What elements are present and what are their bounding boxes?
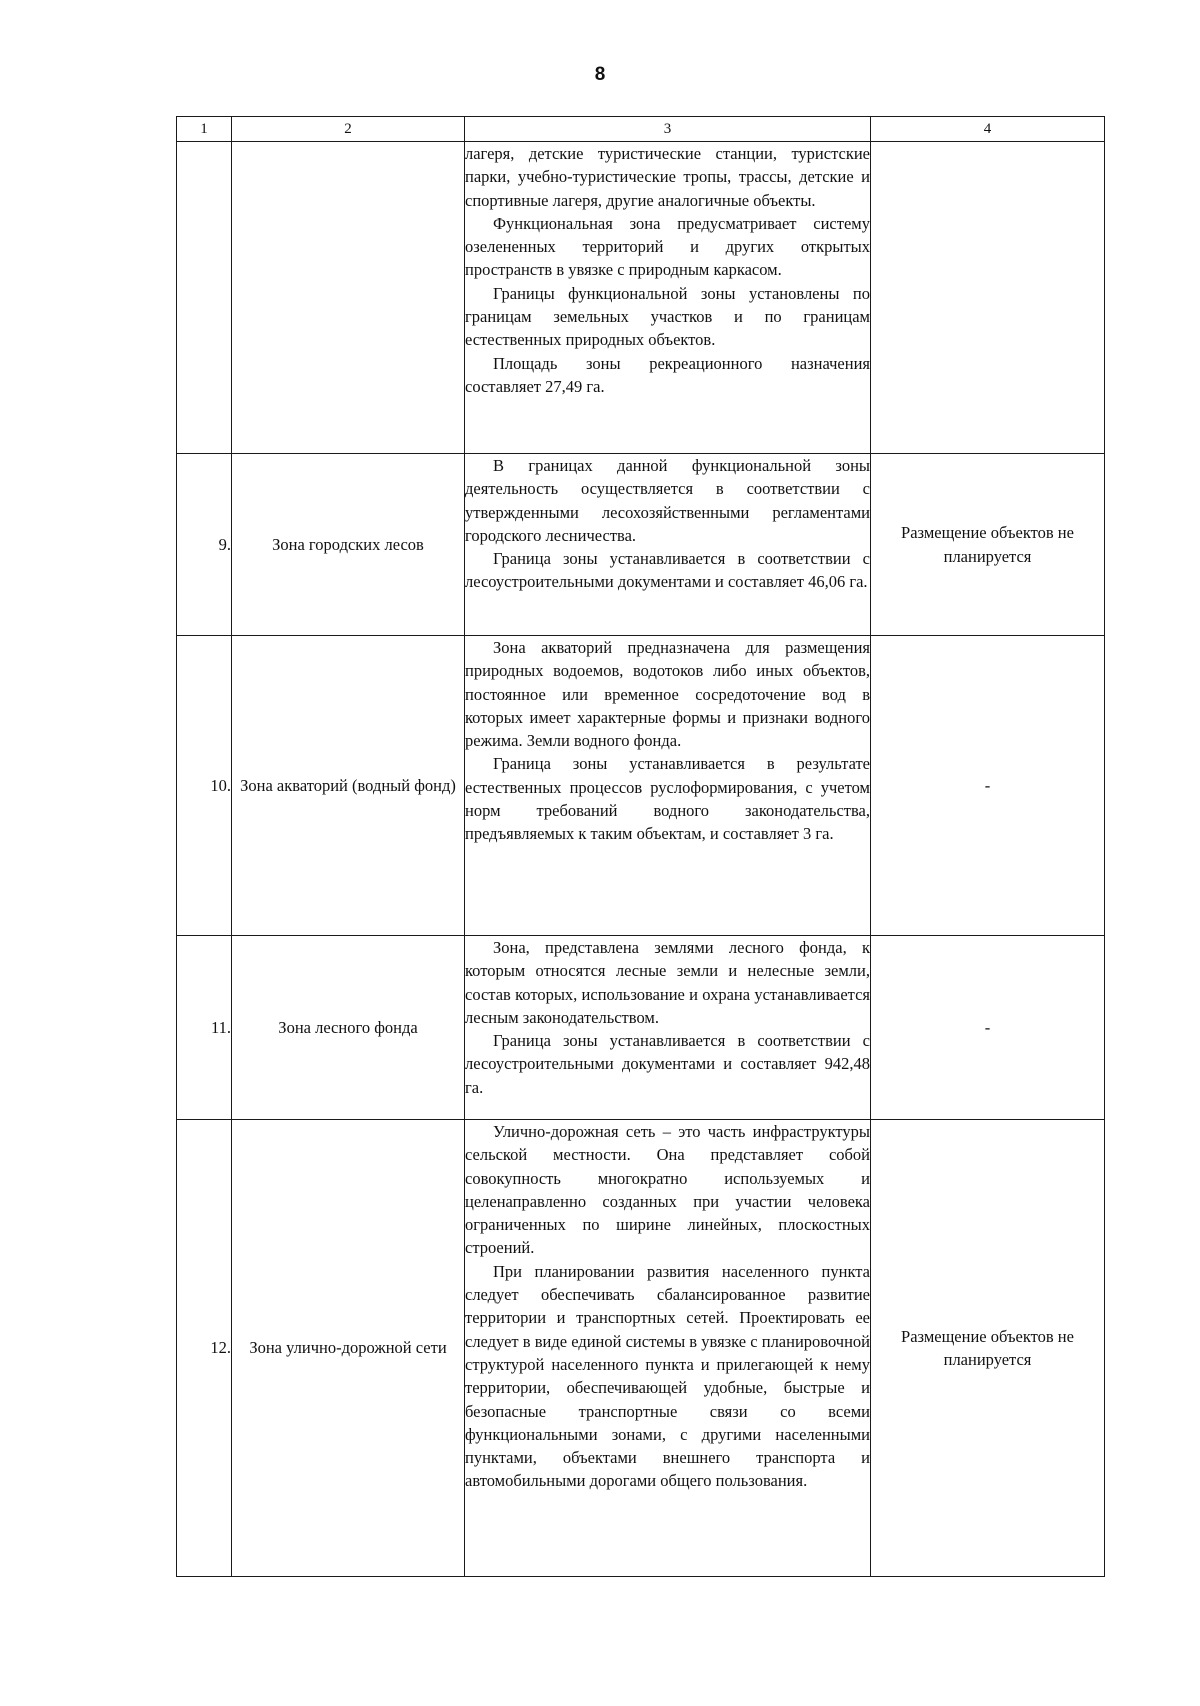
table-header-row [177, 117, 1105, 142]
zones-table [176, 116, 1105, 1577]
table-row [177, 636, 1105, 936]
planned-objects [871, 142, 1105, 454]
planned-objects: Размещение объектов не планируется [871, 1120, 1105, 1577]
table-row [177, 454, 1105, 636]
planned-objects: - [871, 636, 1105, 936]
description-paragraph: Площадь зоны рекреационного назначения составляет 27,49 га. [465, 353, 870, 396]
page-number: 8 [594, 64, 606, 85]
planned-objects: Размещение объектов не планируется [871, 454, 1105, 636]
zone-description [465, 636, 871, 936]
zone-description [465, 936, 871, 1120]
row-number: 11. [177, 936, 232, 1120]
zone-name: Зона акваторий (водный фонд) [232, 636, 465, 936]
column-header-1: 1 [177, 117, 232, 142]
description-paragraph: Улично-дорожная сеть – это часть инфраструктуры сельской местности. Она представляет собой совокупность многократно используемых и целенаправленно созданных при участии человека ограниченных по ширине линейных, плоскостных строений. [465, 1122, 870, 1258]
description-paragraph: Граница зоны устанавливается в результате естественных процессов руслоформирования, с учетом норм требований водного законодательства, предъявляемых к таким объектам, и составляет 3 га. [465, 754, 870, 844]
zone-description [465, 454, 871, 636]
zone-name [232, 142, 465, 454]
row-number [177, 142, 232, 454]
description-paragraph: При планировании развития населенного пункта следует обеспечивать сбалансированное развитие территории и транспортных сетей. Проектировать ее следует в виде единой системы в увязке с планировочной структурой населенного пункта и прилегающей к нему территории, обеспечивающей удобные, быстрые и безопасные транспортные связи со всеми функциональными зонами, с другими населенными пунктами, объектами внешнего транспорта и автомобильными дорогами общего пользования. [465, 1261, 870, 1491]
column-header-2: 2 [232, 117, 465, 142]
description-paragraph: В границах данной функциональной зоны деятельность осуществляется в соответствии с утвержденными лесохозяйственными регламентами городского лесничества. [465, 456, 870, 545]
row-number: 9. [177, 454, 232, 636]
zone-name: Зона лесного фонда [232, 936, 465, 1120]
zone-name: Зона улично-дорожной сети [232, 1120, 465, 1577]
zone-name: Зона городских лесов [232, 454, 465, 636]
description-paragraph: Граница зоны устанавливается в соответствии с лесоустроительными документами и составляет 46,06 га. [465, 549, 870, 592]
zone-description [465, 1120, 871, 1577]
table-row [177, 142, 1105, 454]
description-paragraph: Функциональная зона предусматривает систему озелененных территорий и других открытых пространств в увязке с природным каркасом. [465, 213, 870, 280]
row-number: 12. [177, 1120, 232, 1577]
row-number: 10. [177, 636, 232, 936]
description-paragraph: лагеря, детские туристические станции, туристские парки, учебно-туристические тропы, трассы, детские и спортивные лагеря, другие аналогичные объекты. [465, 144, 870, 210]
planned-objects: - [871, 936, 1105, 1120]
description-paragraph: Границы функциональной зоны установлены по границам земельных участков и по границам естественных природных объектов. [465, 283, 870, 350]
description-paragraph: Граница зоны устанавливается в соответствии с лесоустроительными документами и составляет 942,48 га. [465, 1031, 870, 1097]
column-header-3: 3 [465, 117, 871, 142]
table-row [177, 936, 1105, 1120]
table-row [177, 1120, 1105, 1577]
column-header-4: 4 [871, 117, 1105, 142]
description-paragraph: Зона акваторий предназначена для размещения природных водоемов, водотоков либо иных объектов, постоянное или временное сосредоточение вод в которых имеет характерные формы и признаки водного режима. Земли водного фонда. [465, 638, 870, 751]
description-paragraph: Зона, представлена землями лесного фонда, к которым относятся лесные земли и нелесные земли, состав которых, использование и охрана устанавливается лесным законодательством. [465, 938, 870, 1027]
zone-description [465, 142, 871, 454]
